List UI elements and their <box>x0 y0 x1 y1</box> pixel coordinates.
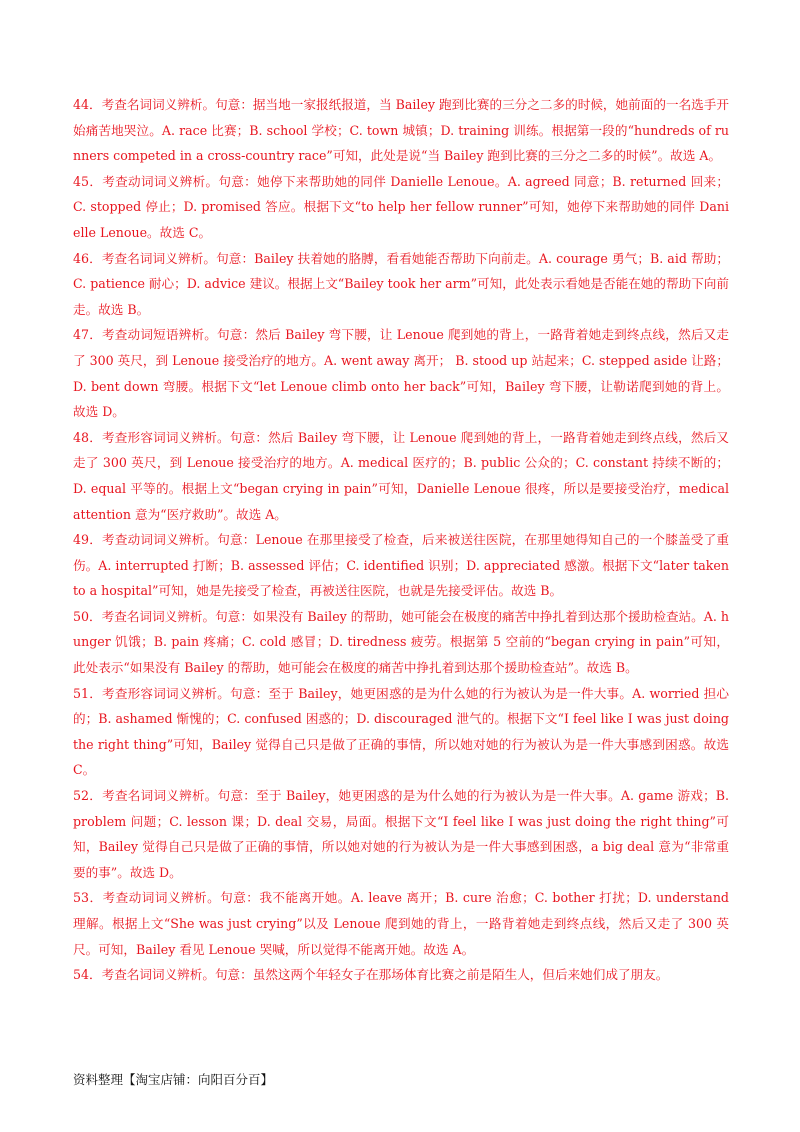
explanation-52: 52．考查名词词义辨析。句意：至于 Bailey，她更困惑的是为什么她的行为被认为是一件大事。A. game 游戏；B. problem 问题；C. lesson 课；D. deal 交易，局面。根据下文“I feel like I was just doing the right thing”可知，Bailey 觉得自己只是做了正确的事情，所以她对她的行为被认为是一件大事感到困惑，a big deal 意为“非常重要的事”。故选 D。 <box>73 788 729 880</box>
explanation-45: 45．考查动词词义辨析。句意：她停下来帮助她的同伴 Danielle Lenoue。A. agreed 同意；B. returned 回来；C. stopped 停止；D. promised 答应。根据下文“to help her fellow runner”可知，她停下来帮助她的同伴 Danielle Lenoue。故选 C。 <box>73 173 729 240</box>
answer-explanations <box>73 92 729 988</box>
explanation-51: 51．考查形容词词义辨析。句意：至于 Bailey，她更困惑的是为什么她的行为被认为是一件大事。A. worried 担心的；B. ashamed 惭愧的；C. confused 困惑的；D. discouraged 泄气的。根据下文“I feel like I was just doing the right thing”可知，Bailey 觉得自己只是做了正确的事情，所以她对她的行为被认为是一件大事感到困惑。故选 C。 <box>73 685 729 778</box>
explanation-44: 44．考查名词词义辨析。句意：据当地一家报纸报道，当 Bailey 跑到比赛的三分之二多的时候，她前面的一名选手开始痛苦地哭泣。A. race 比赛；B. school 学校；C. town 城镇；D. training 训练。根据第一段的“hundreds of runners competed in a cross-country race”可知，此处是说“当 Bailey 跑到比赛的三分之二多的时候”。故选 A。 <box>73 97 729 164</box>
explanation-53: 53．考查动词词义辨析。句意：我不能离开她。A. leave 离开；B. cure 治愈；C. bother 打扰；D. understand 理解。根据上文“She was just crying”以及 Lenoue 爬到她的背上，一路背着她走到终点线，然后又走了 300 英尺。可知，Bailey 看见 Lenoue 哭喊，所以觉得不能离开她。故选 A。 <box>73 890 729 957</box>
explanation-46: 46．考查名词词义辨析。句意：Bailey 扶着她的胳膊，看看她能否帮助下向前走。A. courage 勇气；B. aid 帮助；C. patience 耐心；D. advice 建议。根据上文“Bailey took her arm”可知，此处表示看她是否能在她的帮助下向前走。故选 B。 <box>73 250 729 317</box>
explanation-54: 54．考查名词词义辨析。句意：虽然这两个年轻女子在那场体育比赛之前是陌生人，但后来她们成了朋友。 <box>73 967 669 983</box>
explanation-49: 49．考查动词词义辨析。句意：Lenoue 在那里接受了检查，后来被送往医院，在那里她得知自己的一个膝盖受了重伤。A. interrupted 打断；B. assessed 评估；C. identified 识别；D. appreciated 感激。根据下文“later taken to a hospital”可知，她是先接受了检查，再被送往医院，也就是先接受评估。故选 B。 <box>73 532 729 599</box>
explanation-47: 47．考查动词短语辨析。句意：然后 Bailey 弯下腰，让 Lenoue 爬到她的背上，一路背着她走到终点线，然后又走了 300 英尺，到 Lenoue 接受治疗的地方。A. went away 离开； B. stood up 站起来；C. stepped aside 让路；D. bent down 弯腰。根据下文“let Lenoue climb onto her back”可知，Bailey 弯下腰，让勒诺爬到她的背上。故选 D。 <box>73 327 729 420</box>
explanation-50: 50．考查名词词义辨析。句意：如果没有 Bailey 的帮助，她可能会在极度的痛苦中挣扎着到达那个援助检查站。A. hunger 饥饿；B. pain 疼痛；C. cold 感冒；D. tiredness 疲劳。根据第 5 空前的“began crying in pain”可知，此处表示“如果没有 Bailey 的帮助，她可能会在极度的痛苦中挣扎着到达那个援助检查站”。故选 B。 <box>73 608 729 676</box>
page-footer: 资料整理【淘宝店铺：向阳百分百】 <box>73 1072 274 1087</box>
explanation-48: 48．考查形容词词义辨析。句意：然后 Bailey 弯下腰，让 Lenoue 爬到她的背上，一路背着她走到终点线，然后又走了 300 英尺，到 Lenoue 接受治疗的地方。A. medical 医疗的；B. public 公众的；C. constant 持续不断的；D. equal 平等的。根据上文“began crying in pain”可知，Danielle Lenoue 很疼，所以是要接受治疗，medical attention 意为“医疗救助”。故选 A。 <box>73 429 729 522</box>
